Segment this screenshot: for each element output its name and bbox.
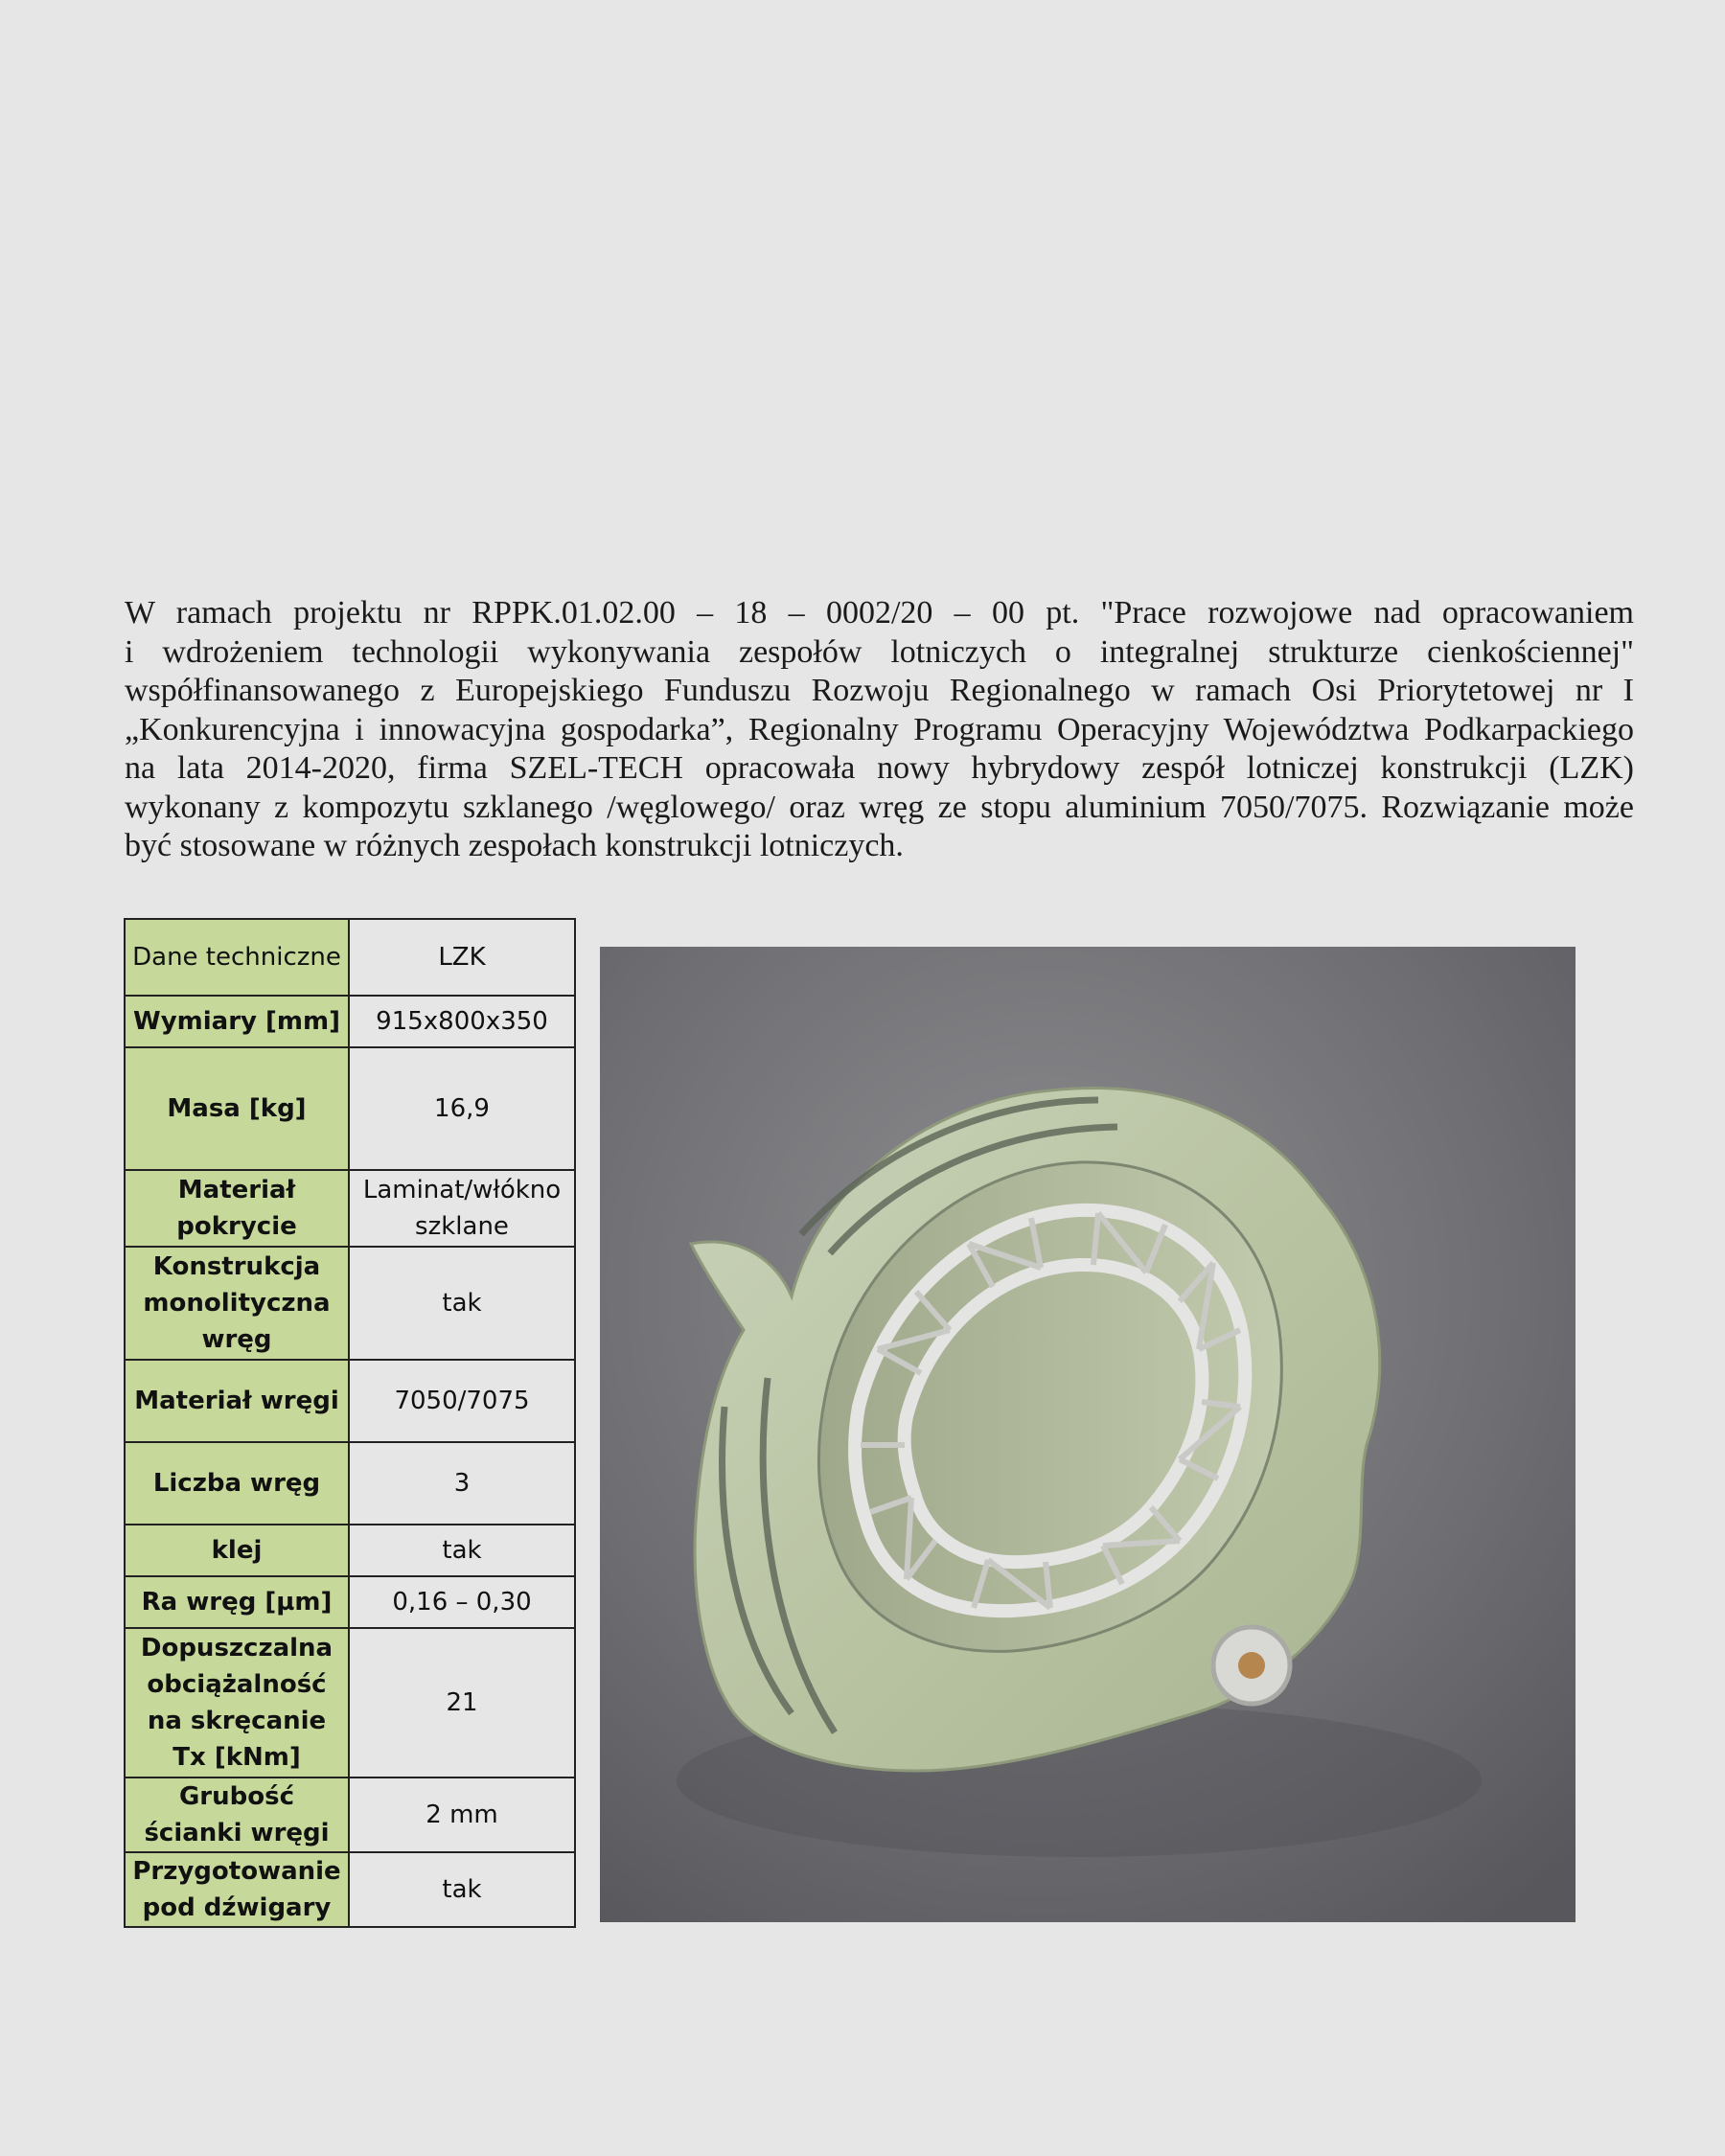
table-row-key: klej: [125, 1525, 349, 1576]
table-row: [125, 1525, 575, 1576]
table-row-key: Ra wręg [µm]: [125, 1576, 349, 1628]
table-row-key: Wymiary [mm]: [125, 996, 349, 1047]
intro-line: „Konkurencyjna i innowacyjna gospodarka”, Regionalny Programu Operacyjny Województwa Podkarpackiego: [125, 711, 1634, 747]
table-row-value: 16,9: [349, 1047, 575, 1170]
table-row: [125, 1170, 575, 1247]
intro-line: współfinansowanego z Europejskiego Funduszu Rozwoju Regionalnego w ramach Osi Priorytetowej nr I: [125, 673, 1634, 708]
table-header-value: LZK: [349, 919, 575, 996]
table-row-value: 915x800x350: [349, 996, 575, 1047]
table-row-key: Dopuszczalna obciążalność na skręcanie Tx [kNm]: [125, 1628, 349, 1778]
table-row-value: 7050/7075: [349, 1360, 575, 1442]
table-row-value: 2 mm: [349, 1778, 575, 1852]
table-row-value: tak: [349, 1525, 575, 1576]
table-row-value: 3: [349, 1442, 575, 1525]
table-row-key: Konstrukcja monolityczna wręg: [125, 1247, 349, 1360]
table-row: [125, 1628, 575, 1778]
table-row: [125, 1047, 575, 1170]
table-row: [125, 996, 575, 1047]
table-row: [125, 1360, 575, 1442]
table-row-value: 21: [349, 1628, 575, 1778]
table-header-key: Dane techniczne: [125, 919, 349, 996]
table-row: [125, 1778, 575, 1852]
table-row-value: tak: [349, 1852, 575, 1927]
intro-line: na lata 2014-2020, firma SZEL-TECH opracowała nowy hybrydowy zespół lotniczej konstrukcji (LZK): [125, 750, 1634, 786]
table-row-value: tak: [349, 1247, 575, 1360]
intro-paragraph: [125, 594, 1634, 866]
table-row-value: 0,16 – 0,30: [349, 1576, 575, 1628]
table-row-key: Masa [kg]: [125, 1047, 349, 1170]
technical-data-table: [124, 918, 576, 1928]
intro-line: być stosowane w różnych zespołach konstrukcji lotniczych.: [125, 828, 904, 863]
aircraft-assembly-photo: [600, 947, 1576, 1922]
table-row-key: Materiał pokrycie: [125, 1170, 349, 1247]
aircraft-assembly-photo-icon: [600, 947, 1576, 1922]
table-row-value: Laminat/włókno szklane: [349, 1170, 575, 1247]
table-row-key: Grubość ścianki wręgi: [125, 1778, 349, 1852]
intro-line: W ramach projektu nr RPPK.01.02.00 – 18 – 0002/20 – 00 pt. "Prace rozwojowe nad opracowaniem: [125, 595, 1634, 631]
table-row-key: Materiał wręgi: [125, 1360, 349, 1442]
intro-line: wykonany z kompozytu szklanego /węglowego/ oraz wręg ze stopu aluminium 7050/7075. Rozwiązanie może: [125, 789, 1634, 825]
table-row: [125, 1442, 575, 1525]
table-row-key: Liczba wręg: [125, 1442, 349, 1525]
table-row-key: Przygotowanie pod dźwigary: [125, 1852, 349, 1927]
table-header-row: [125, 919, 575, 996]
table-row: [125, 1247, 575, 1360]
table-row: [125, 1576, 575, 1628]
intro-line: i wdrożeniem technologii wykonywania zespołów lotniczych o integralnej strukturze cienkościennej": [125, 633, 1634, 670]
table-row: [125, 1852, 575, 1927]
